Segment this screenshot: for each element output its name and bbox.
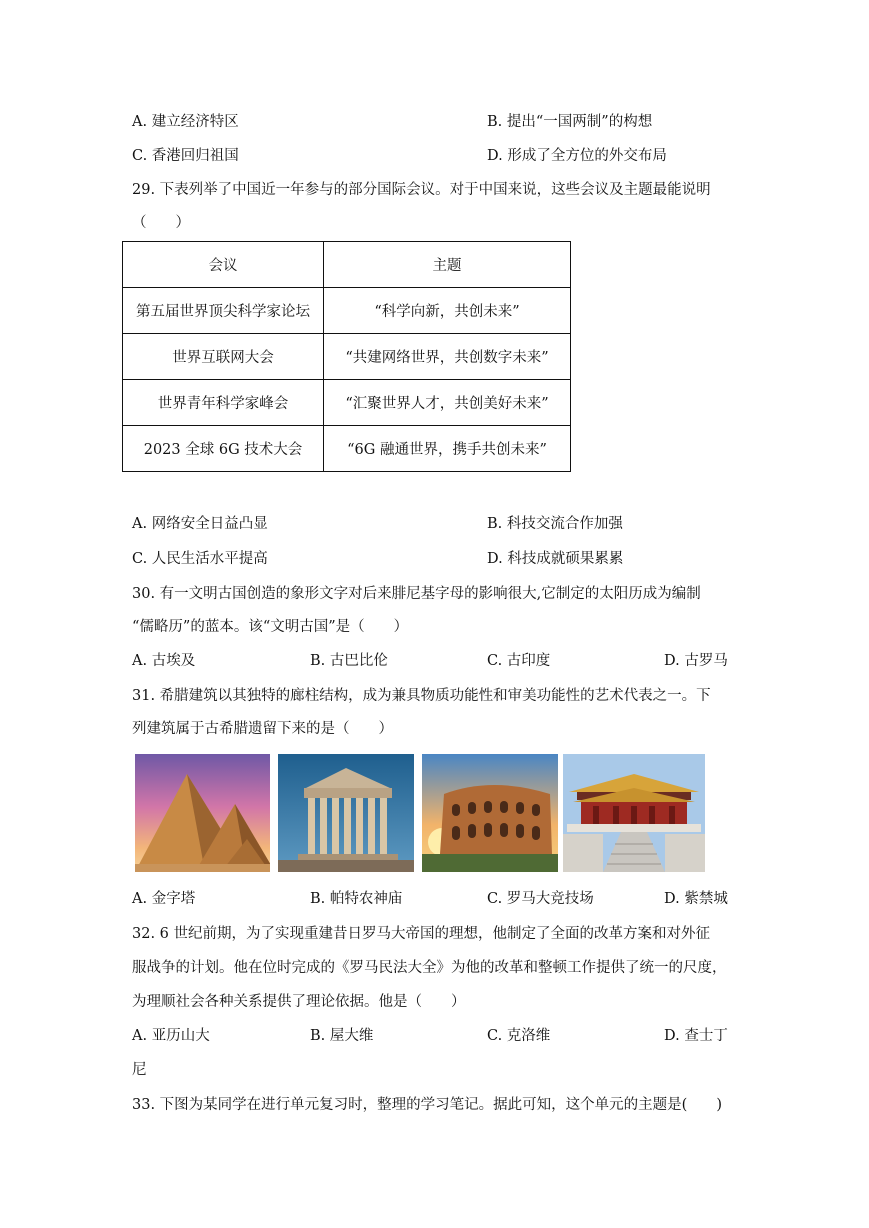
table-header-theme: 主题 (324, 242, 571, 288)
table-row (123, 426, 571, 472)
q29-stem-line1: 29. 下表列举了中国近一年参与的部分国际会议。对于中国来说，这些会议及主题最能说明 (132, 182, 711, 198)
q32-option-d[interactable]: D. 查士丁 (664, 1028, 728, 1044)
q32-stem-line2: 服战争的计划。他在位时完成的《罗马民法大全》为他的改革和整顿工作提供了统一的尺度， (132, 960, 727, 976)
q30-stem-line2: “儒略历”的蓝本。该“文明古国”是（ ） (132, 619, 409, 635)
q32-option-b[interactable]: B. 屋大维 (310, 1028, 374, 1044)
table-row (123, 380, 571, 426)
q31-stem-line1: 31. 希腊建筑以其独特的廊柱结构，成为兼具物质功能性和审美功能性的艺术代表之一。下 (132, 688, 711, 704)
q28-option-d[interactable]: D. 形成了全方位的外交布局 (487, 148, 667, 164)
q29-option-c[interactable]: C. 人民生活水平提高 (132, 551, 268, 567)
q31-option-c[interactable]: C. 罗马大竞技场 (487, 891, 594, 907)
forbidden-city-photo (563, 754, 705, 872)
q28-option-b[interactable]: B. 提出“一国两制”的构想 (487, 114, 653, 130)
table-cell-meeting: 第五届世界顶尖科学家论坛 (123, 288, 324, 334)
q28-option-a[interactable]: A. 建立经济特区 (132, 114, 239, 130)
q32-option-d-wrap: 尼 (132, 1062, 147, 1078)
table-cell-meeting: 2023 全球 6G 技术大会 (123, 426, 324, 472)
table-cell-meeting: 世界互联网大会 (123, 334, 324, 380)
table-row (123, 334, 571, 380)
table-row (123, 288, 571, 334)
q32-option-c[interactable]: C. 克洛维 (487, 1028, 551, 1044)
q30-stem-line1: 30. 有一文明古国创造的象形文字对后来腓尼基字母的影响很大,它制定的太阳历成为编制 (132, 586, 701, 602)
q29-meeting-table (122, 241, 571, 472)
parthenon-photo (278, 754, 414, 872)
q33-stem-line1: 33. 下图为某同学在进行单元复习时，整理的学习笔记。据此可知，这个单元的主题是( ) (132, 1097, 722, 1113)
table-cell-theme: “科学向新，共创未来” (324, 288, 571, 334)
table-cell-meeting: 世界青年科学家峰会 (123, 380, 324, 426)
q31-option-d[interactable]: D. 紫禁城 (664, 891, 728, 907)
q29-option-b[interactable]: B. 科技交流合作加强 (487, 516, 623, 532)
q31-option-b[interactable]: B. 帕特农神庙 (310, 891, 403, 907)
pyramids-photo (135, 754, 270, 872)
table-header-row (123, 242, 571, 288)
colosseum-photo (422, 754, 558, 872)
q28-option-c[interactable]: C. 香港回归祖国 (132, 148, 239, 164)
q29-option-a[interactable]: A. 网络安全日益凸显 (132, 516, 268, 532)
q30-option-b[interactable]: B. 古巴比伦 (310, 653, 388, 669)
table-cell-theme: “汇聚世界人才，共创美好未来” (324, 380, 571, 426)
table-cell-theme: “6G 融通世界，携手共创未来” (324, 426, 571, 472)
q30-option-c[interactable]: C. 古印度 (487, 653, 551, 669)
table-cell-theme: “共建网络世界，共创数字未来” (324, 334, 571, 380)
q30-option-d[interactable]: D. 古罗马 (664, 653, 728, 669)
q32-option-a[interactable]: A. 亚历山大 (132, 1028, 210, 1044)
q31-option-a[interactable]: A. 金字塔 (132, 891, 196, 907)
table-header-meeting: 会议 (123, 242, 324, 288)
q29-stem-line2: （ ） (132, 215, 190, 231)
q30-option-a[interactable]: A. 古埃及 (132, 653, 196, 669)
q31-stem-line2: 列建筑属于古希腊遗留下来的是（ ） (132, 721, 393, 737)
q29-option-d[interactable]: D. 科技成就硕果累累 (487, 551, 624, 567)
q32-stem-line3: 为理顺社会各种关系提供了理论依据。他是（ ） (132, 994, 466, 1010)
q32-stem-line1: 32. 6 世纪前期，为了实现重建昔日罗马大帝国的理想，他制定了全面的改革方案和对外征 (132, 926, 710, 942)
